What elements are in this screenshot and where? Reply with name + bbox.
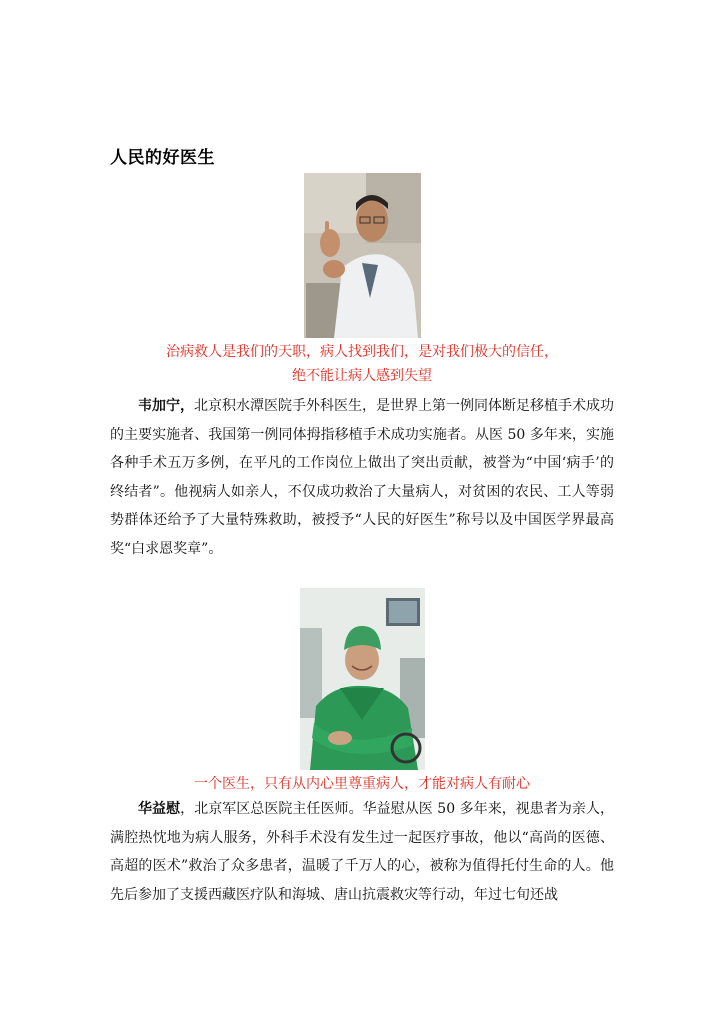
quote-caption-1 bbox=[110, 340, 614, 388]
doctor-portrait-photo-1 bbox=[304, 173, 421, 338]
doctor-portrait-photo-2 bbox=[300, 588, 425, 770]
quote-caption-1-line2: 绝不能让病人感到失望 bbox=[292, 368, 432, 384]
doctor-name-2: 华益慰 bbox=[138, 801, 181, 817]
doctor-name-1: 韦加宁， bbox=[138, 398, 194, 414]
quote-caption-1-line1: 治病救人是我们的天职，病人找到我们，是对我们极大的信任， bbox=[166, 344, 558, 360]
profile-paragraph-1 bbox=[110, 392, 614, 563]
article-title: 人民的好医生 bbox=[110, 148, 215, 168]
profile-text-2: ，北京军区总医院主任医师。华益慰从医 50 多年来，视患者为亲人，满腔热忱地为病人服务，外科手术没有发生过一起医疗事故，他以“高尚的医德、高超的医术”救治了众多患者，温暖了千万人的心，被称为值得托付生命的人。他先后参加了支援西藏医疗队和海城、唐山抗震救灾等行动，年过七旬还战 bbox=[110, 801, 615, 903]
quote-caption-2: 一个医生，只有从内心里尊重病人，才能对病人有耐心 bbox=[194, 776, 530, 792]
profile-paragraph-2 bbox=[110, 795, 614, 909]
profile-text-1: 北京积水潭医院手外科医生，是世界上第一例同体断足移植手术成功的主要实施者、我国第一例同体拇指移植手术成功实施者。从医 50 多年来，实施各种手术五万多例，在平凡的工作岗位上做出了突出贡献，被誉为“中国‘病手’的终结者”。他视病人如亲人，不仅成功救治了大量病人，对贫困的农民、工人等弱势群体还给予了大量特殊救助，被授予“人民的好医生”称号以及中国医学界最高奖“白求恩奖章”。 bbox=[110, 398, 614, 557]
